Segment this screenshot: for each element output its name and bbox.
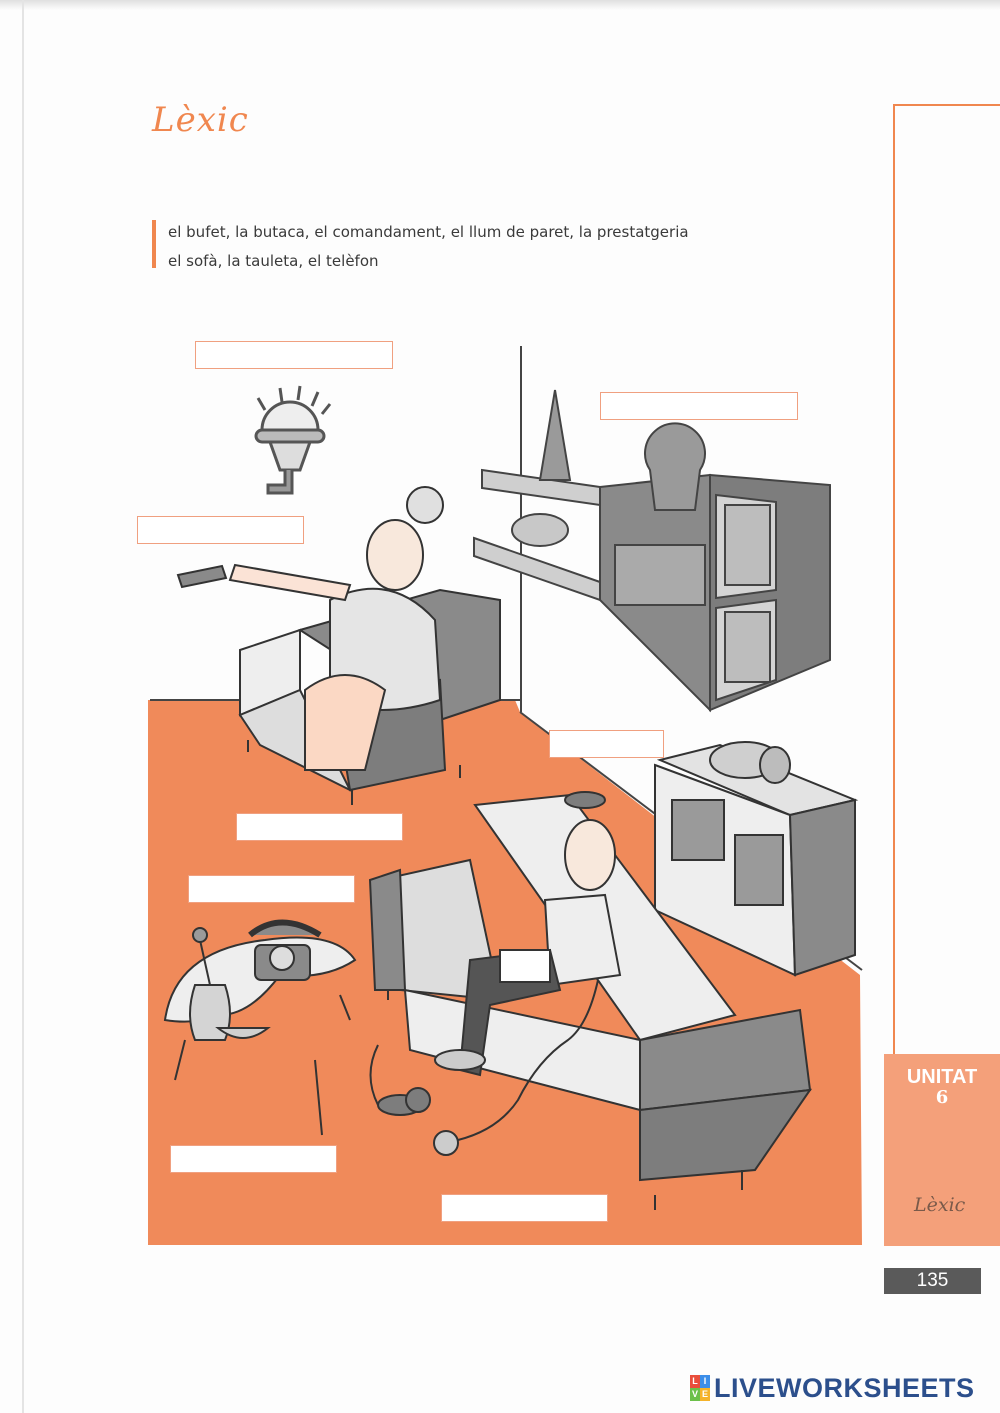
logo-letter-i: I	[700, 1375, 710, 1388]
brand-name: LIVEWORKSHEETS	[714, 1372, 975, 1403]
section-title: Lèxic	[152, 100, 249, 140]
vocabulary-line-2: el sofà, la tauleta, el telèfon	[168, 252, 379, 270]
liveworksheets-logo-icon	[690, 1375, 710, 1401]
unit-label: UNITAT	[906, 1066, 978, 1088]
telephone	[250, 923, 320, 981]
answer-box-sofa[interactable]	[441, 1194, 608, 1222]
bookshelf	[474, 390, 830, 710]
logo-letter-l: L	[690, 1375, 700, 1388]
answer-box-phone[interactable]	[188, 875, 355, 903]
vocabulary-line-1: el bufet, la butaca, el comandament, el llum de paret, la prestatgeria	[168, 223, 689, 241]
answer-box-sideboard[interactable]	[549, 730, 664, 758]
unit-subtitle: Lèxic	[914, 1194, 966, 1216]
answer-box-shelf[interactable]	[600, 392, 798, 420]
answer-box-table[interactable]	[170, 1145, 337, 1173]
answer-box-armchair[interactable]	[236, 813, 403, 841]
answer-box-remote[interactable]	[137, 516, 304, 544]
page-number: 135	[884, 1268, 981, 1294]
remote-control	[178, 566, 226, 587]
liveworksheets-brand	[690, 1372, 975, 1404]
logo-letter-v: V	[691, 1389, 698, 1399]
wall-lamp	[256, 386, 330, 493]
unit-number: 6	[935, 1087, 949, 1108]
answer-box-lamp[interactable]	[195, 341, 393, 369]
logo-letter-e: E	[701, 1389, 708, 1399]
